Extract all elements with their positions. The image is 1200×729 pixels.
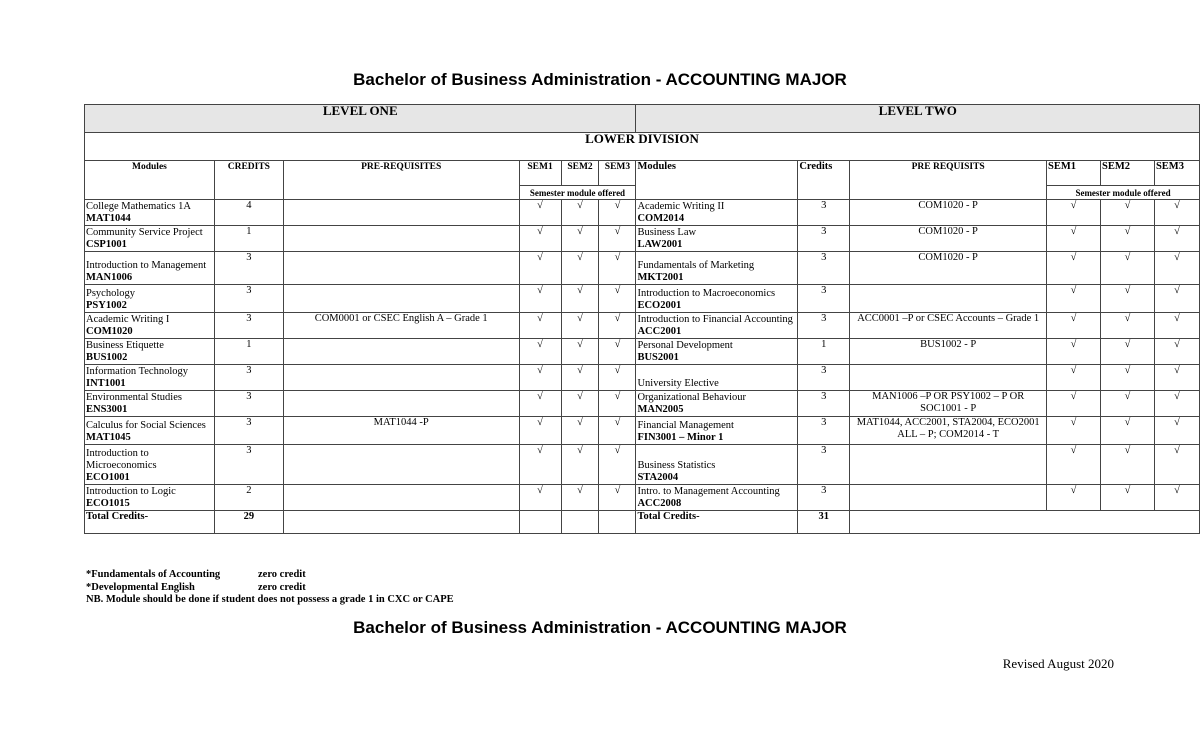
module-code: LAW2001 <box>637 239 683 250</box>
module-name: Calculus for Social Sciences <box>86 420 206 431</box>
credits-cell: 3 <box>214 252 283 285</box>
module-name: Academic Writing I <box>86 314 170 325</box>
sem2-check: √ <box>561 391 599 417</box>
page-title: Bachelor of Business Administration - ACCOUNTING MAJOR <box>353 70 847 89</box>
sem3-check-right: √ <box>1154 445 1199 485</box>
note-row <box>86 582 454 595</box>
module-code: BUS2001 <box>637 352 679 363</box>
header-modules-right: Modules <box>636 161 798 200</box>
module-name: Business Statistics <box>637 460 716 471</box>
table-row <box>85 365 1200 391</box>
sem1-check: √ <box>519 391 561 417</box>
revised-date: Revised August 2020 <box>1002 656 1114 671</box>
empty-cell <box>561 511 599 534</box>
credits-cell-right: 3 <box>798 200 850 226</box>
module-name: Organizational Behaviour <box>637 392 747 403</box>
total-credits-right: 31 <box>798 511 850 534</box>
sem3-check: √ <box>599 252 636 285</box>
page-title-bottom: Bachelor of Business Administration - ACCOUNTING MAJOR <box>353 618 847 637</box>
sem1-check-right: √ <box>1047 200 1101 226</box>
credits-cell: 3 <box>214 417 283 445</box>
sem1-check: √ <box>519 252 561 285</box>
module-name: Introduction to Microeconomics <box>86 448 157 471</box>
module-cell-right <box>636 365 798 391</box>
credits-cell-right: 3 <box>798 252 850 285</box>
empty-cell <box>599 511 636 534</box>
note-label: NB. Module should be done if student does not possess a grade 1 in CXC or CAPE <box>86 594 454 605</box>
module-cell-right <box>636 391 798 417</box>
credits-cell: 3 <box>214 365 283 391</box>
module-code: FIN3001 – Minor 1 <box>637 432 724 443</box>
sem2-check-right: √ <box>1100 313 1154 339</box>
header-credits: CREDITS <box>214 161 283 200</box>
sem2-check-right: √ <box>1100 285 1154 313</box>
module-name: University Elective <box>637 378 719 389</box>
module-cell-right <box>636 417 798 445</box>
prereq-cell-right: MAN1006 –P OR PSY1002 – P OR SOC1001 - P <box>850 391 1047 417</box>
module-cell <box>85 417 215 445</box>
table-row <box>85 485 1200 511</box>
header-prereq-right: PRE REQUISITS <box>850 161 1047 200</box>
header-sem1: SEM1 <box>519 161 561 186</box>
sem3-check: √ <box>599 365 636 391</box>
table-row <box>85 417 1200 445</box>
sem2-check-right: √ <box>1100 339 1154 365</box>
module-name: Community Service Project <box>86 227 203 238</box>
table-row <box>85 285 1200 313</box>
module-code: ECO1015 <box>86 498 130 509</box>
prereq-cell <box>283 285 519 313</box>
table-row <box>85 226 1200 252</box>
note-value: zero credit <box>258 581 306 593</box>
note-label: *Fundamentals of Accounting <box>86 569 221 580</box>
prereq-cell: MAT1044 -P <box>283 417 519 445</box>
prereq-cell-right: BUS1002 - P <box>850 339 1047 365</box>
sem2-check-right: √ <box>1100 485 1154 511</box>
module-code: CSP1001 <box>86 239 127 250</box>
module-code: MAT1045 <box>86 432 131 443</box>
sem3-check-right: √ <box>1154 226 1199 252</box>
module-code: ECO2001 <box>637 300 682 311</box>
module-code: ECO1001 <box>86 472 130 483</box>
module-cell <box>85 313 215 339</box>
sem1-check: √ <box>519 485 561 511</box>
credits-cell-right: 3 <box>798 391 850 417</box>
sem2-check-right: √ <box>1100 226 1154 252</box>
module-cell-right <box>636 200 798 226</box>
prereq-cell <box>283 252 519 285</box>
note-row <box>86 594 454 607</box>
sem2-check-right: √ <box>1100 445 1154 485</box>
prereq-cell <box>283 365 519 391</box>
sem1-check-right: √ <box>1047 252 1101 285</box>
sem2-check-right: √ <box>1100 391 1154 417</box>
sem1-check: √ <box>519 200 561 226</box>
module-cell-right <box>636 485 798 511</box>
sem2-check: √ <box>561 485 599 511</box>
sem3-check: √ <box>599 445 636 485</box>
sem1-check: √ <box>519 339 561 365</box>
semester-offered-left: Semester module offered <box>519 186 636 200</box>
credits-cell-right: 3 <box>798 226 850 252</box>
credits-cell-right: 3 <box>798 285 850 313</box>
sem3-check-right: √ <box>1154 485 1199 511</box>
module-cell <box>85 200 215 226</box>
sem1-check: √ <box>519 365 561 391</box>
sem2-check-right: √ <box>1100 365 1154 391</box>
table-row <box>85 445 1200 485</box>
footnotes <box>86 569 454 607</box>
sem3-check-right: √ <box>1154 200 1199 226</box>
sem1-check-right: √ <box>1047 485 1101 511</box>
credits-cell: 4 <box>214 200 283 226</box>
credits-cell-right: 3 <box>798 445 850 485</box>
module-code: BUS1002 <box>86 352 128 363</box>
credits-cell-right: 3 <box>798 485 850 511</box>
credits-cell-right: 1 <box>798 339 850 365</box>
sem1-check-right: √ <box>1047 313 1101 339</box>
sem2-check: √ <box>561 285 599 313</box>
sem1-check: √ <box>519 445 561 485</box>
credits-cell-right: 3 <box>798 313 850 339</box>
module-code: MKT2001 <box>637 272 684 283</box>
module-code: COM1020 <box>86 326 133 337</box>
sem1-check: √ <box>519 417 561 445</box>
sem3-check: √ <box>599 285 636 313</box>
sem3-check: √ <box>599 313 636 339</box>
table-row <box>85 391 1200 417</box>
course-table <box>84 104 1200 534</box>
sem1-check-right: √ <box>1047 445 1101 485</box>
module-code: MAT1044 <box>86 213 131 224</box>
credits-cell: 3 <box>214 285 283 313</box>
sem3-check: √ <box>599 391 636 417</box>
sem3-check: √ <box>599 485 636 511</box>
module-cell-right <box>636 339 798 365</box>
total-label-right: Total Credits- <box>636 511 798 534</box>
module-name: Business Etiquette <box>86 340 164 351</box>
header-sem1-right: SEM1 <box>1047 161 1101 186</box>
sem1-check: √ <box>519 313 561 339</box>
prereq-cell: COM0001 or CSEC English A – Grade 1 <box>283 313 519 339</box>
prereq-cell-right: MAT1044, ACC2001, STA2004, ECO2001 ALL – P; COM2014 - T <box>850 417 1047 445</box>
table-row <box>85 339 1200 365</box>
module-name: Introduction to Management <box>86 260 207 271</box>
sem1-check: √ <box>519 285 561 313</box>
sem1-check-right: √ <box>1047 226 1101 252</box>
sem1-check-right: √ <box>1047 391 1101 417</box>
note-label: *Developmental English <box>86 581 195 593</box>
sem1-check: √ <box>519 226 561 252</box>
total-label: Total Credits- <box>85 511 215 534</box>
prereq-cell <box>283 391 519 417</box>
module-name: Business Law <box>637 227 697 238</box>
module-name: Fundamentals of Marketing <box>637 260 755 271</box>
module-name: Academic Writing II <box>637 201 725 212</box>
note-value: zero credit <box>258 569 306 580</box>
sem2-check: √ <box>561 226 599 252</box>
prereq-cell-right <box>850 285 1047 313</box>
credits-cell: 1 <box>214 339 283 365</box>
module-cell <box>85 365 215 391</box>
empty-cell <box>283 511 519 534</box>
header-sem3: SEM3 <box>599 161 636 186</box>
level-two-header: LEVEL TWO <box>636 105 1200 133</box>
prereq-cell <box>283 226 519 252</box>
module-code: MAN2005 <box>637 404 684 415</box>
credits-cell: 1 <box>214 226 283 252</box>
sem2-check: √ <box>561 200 599 226</box>
sem1-check-right: √ <box>1047 417 1101 445</box>
module-code: STA2004 <box>637 472 679 483</box>
sem3-check: √ <box>599 226 636 252</box>
header-sem2: SEM2 <box>561 161 599 186</box>
level-one-header: LEVEL ONE <box>85 105 636 133</box>
credits-cell-right: 3 <box>798 417 850 445</box>
prereq-cell-right <box>850 365 1047 391</box>
module-name: Psychology <box>86 288 136 299</box>
module-code: COM2014 <box>637 213 685 224</box>
prereq-cell <box>283 485 519 511</box>
sem2-check: √ <box>561 365 599 391</box>
credits-cell: 3 <box>214 313 283 339</box>
sem3-check: √ <box>599 200 636 226</box>
sem2-check: √ <box>561 417 599 445</box>
module-name: Introduction to Logic <box>86 486 176 497</box>
sem2-check-right: √ <box>1100 417 1154 445</box>
header-sem3-right: SEM3 <box>1154 161 1199 186</box>
module-name: Introduction to Financial Accounting <box>637 314 793 325</box>
credits-cell-right: 3 <box>798 365 850 391</box>
prereq-cell <box>283 445 519 485</box>
credits-cell: 3 <box>214 391 283 417</box>
module-name: Environmental Studies <box>86 392 182 403</box>
table-row <box>85 252 1200 285</box>
note-row <box>86 569 454 582</box>
credits-cell: 2 <box>214 485 283 511</box>
semester-offered-right: Semester module offered <box>1047 186 1200 200</box>
empty-cell <box>850 511 1200 534</box>
sem3-check-right: √ <box>1154 417 1199 445</box>
module-cell <box>85 285 215 313</box>
sem3-check: √ <box>599 339 636 365</box>
module-cell-right <box>636 445 798 485</box>
module-code: ACC2001 <box>637 326 682 337</box>
sem2-check: √ <box>561 445 599 485</box>
sem2-check: √ <box>561 313 599 339</box>
sem3-check-right: √ <box>1154 252 1199 285</box>
prereq-cell-right: COM1020 - P <box>850 252 1047 285</box>
module-cell <box>85 339 215 365</box>
module-code: ENS3001 <box>86 404 128 415</box>
module-name: College Mathematics 1A <box>86 201 191 212</box>
module-cell <box>85 485 215 511</box>
module-code: ACC2008 <box>637 498 682 509</box>
sem3-check-right: √ <box>1154 285 1199 313</box>
header-credits-right: Credits <box>798 161 850 200</box>
sem2-check: √ <box>561 339 599 365</box>
prereq-cell-right: ACC0001 –P or CSEC Accounts – Grade 1 <box>850 313 1047 339</box>
module-code: PSY1002 <box>86 300 127 311</box>
sem3-check-right: √ <box>1154 313 1199 339</box>
prereq-cell-right: COM1020 - P <box>850 200 1047 226</box>
module-cell <box>85 391 215 417</box>
module-cell <box>85 226 215 252</box>
module-name: Introduction to Macroeconomics <box>637 288 776 299</box>
credits-cell: 3 <box>214 445 283 485</box>
module-cell <box>85 252 215 285</box>
module-code: INT1001 <box>86 378 126 389</box>
division-header: LOWER DIVISION <box>85 133 1200 161</box>
total-row <box>85 511 1200 534</box>
sem3-check-right: √ <box>1154 391 1199 417</box>
prereq-cell-right <box>850 485 1047 511</box>
module-name: Information Technology <box>86 366 189 377</box>
header-prereq: PRE-REQUISITES <box>283 161 519 200</box>
sem2-check: √ <box>561 252 599 285</box>
header-modules: Modules <box>85 161 215 200</box>
header-sem2-right: SEM2 <box>1100 161 1154 186</box>
sem3-check-right: √ <box>1154 365 1199 391</box>
prereq-cell <box>283 339 519 365</box>
module-cell-right <box>636 226 798 252</box>
module-name: Financial Management <box>637 420 734 431</box>
module-cell-right <box>636 313 798 339</box>
sem3-check-right: √ <box>1154 339 1199 365</box>
total-credits: 29 <box>214 511 283 534</box>
sem1-check-right: √ <box>1047 365 1101 391</box>
module-name: Personal Development <box>637 340 733 351</box>
module-cell-right <box>636 285 798 313</box>
sem2-check-right: √ <box>1100 200 1154 226</box>
prereq-cell-right: COM1020 - P <box>850 226 1047 252</box>
module-code: MAN1006 <box>86 272 133 283</box>
sem1-check-right: √ <box>1047 285 1101 313</box>
module-cell <box>85 445 215 485</box>
table-row <box>85 200 1200 226</box>
module-cell-right <box>636 252 798 285</box>
sem1-check-right: √ <box>1047 339 1101 365</box>
sem2-check-right: √ <box>1100 252 1154 285</box>
empty-cell <box>519 511 561 534</box>
prereq-cell-right <box>850 445 1047 485</box>
prereq-cell <box>283 200 519 226</box>
table-row <box>85 313 1200 339</box>
module-name: Intro. to Management Accounting <box>637 486 780 497</box>
sem3-check: √ <box>599 417 636 445</box>
